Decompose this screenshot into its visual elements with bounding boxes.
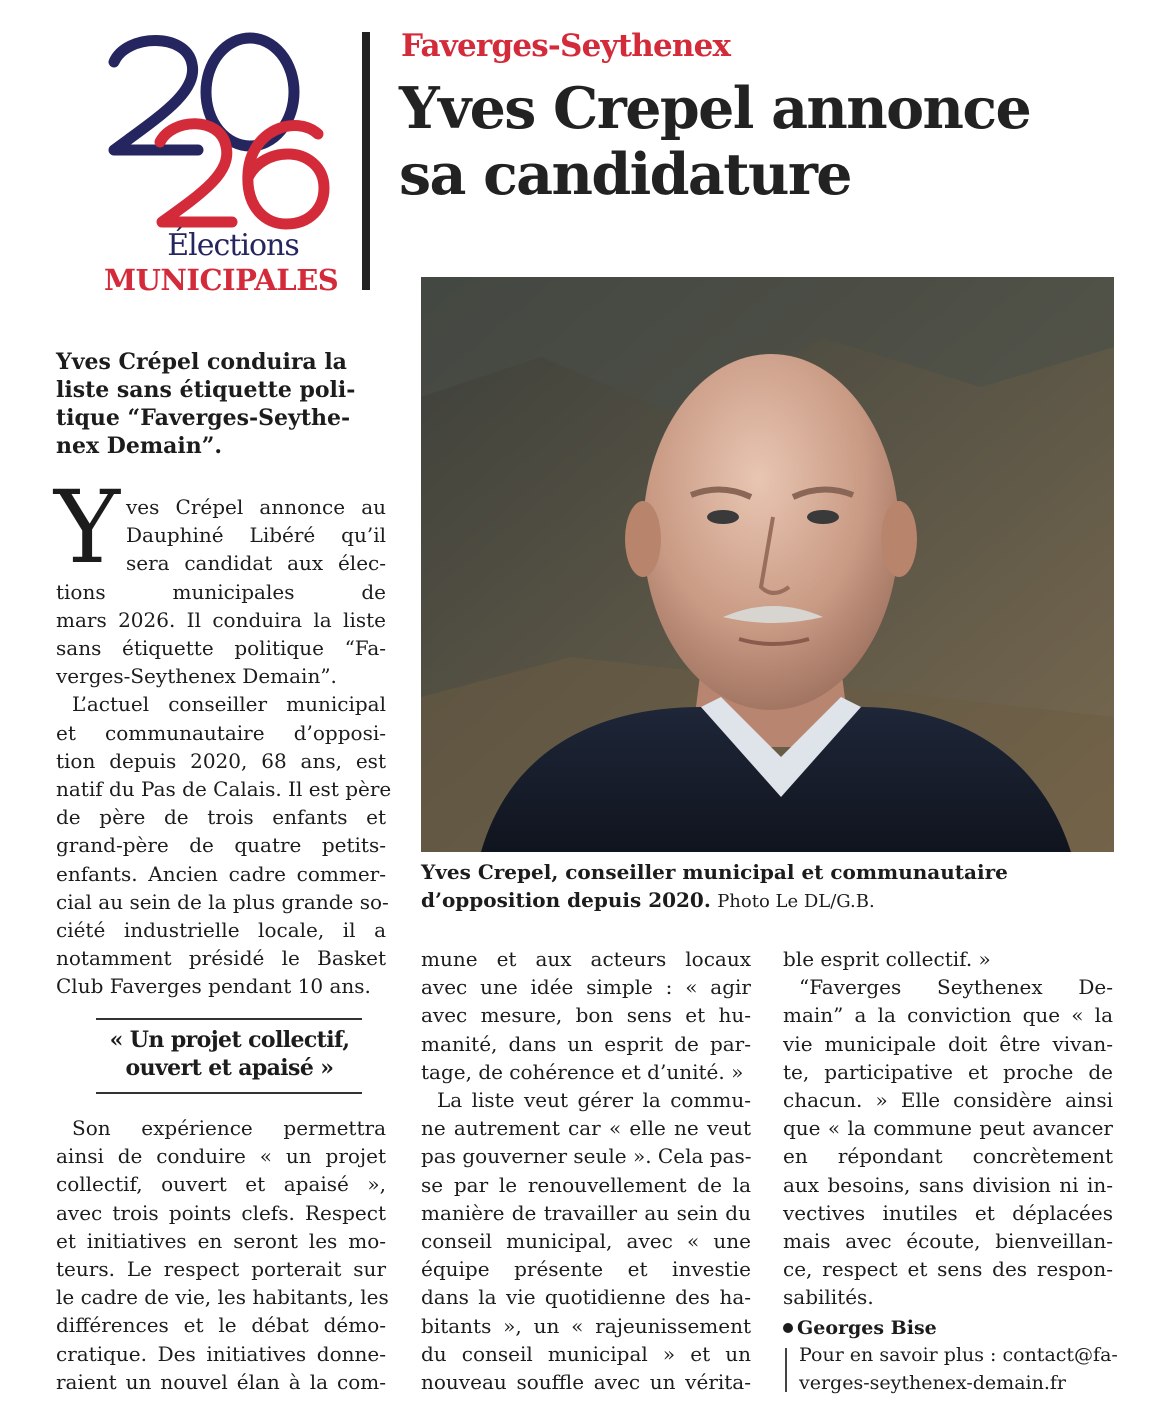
text-line: avec une idée simple : « agir bbox=[421, 975, 751, 1000]
text-line: équipe présente et investie bbox=[421, 1257, 751, 1282]
portrait-photo bbox=[421, 277, 1114, 852]
text-line: et initiatives en seront les mo- bbox=[56, 1228, 386, 1253]
text-line: main” a la conviction que « la bbox=[783, 1003, 1113, 1028]
text-line: mune et aux acteurs locaux bbox=[421, 947, 751, 971]
text-line: et communautaire d’opposi- bbox=[56, 720, 386, 745]
contact-info bbox=[799, 1341, 1119, 1397]
article-column-2 bbox=[421, 945, 751, 1396]
text-line: bitants », un « rajeunissement bbox=[421, 1313, 751, 1338]
drop-cap: Y bbox=[54, 469, 121, 586]
pullquote-rule-bottom bbox=[96, 1092, 362, 1094]
text-line: avec trois points clefs. Respect bbox=[56, 1200, 386, 1225]
text-line: ble esprit collectif. » bbox=[783, 947, 991, 971]
author-name: Georges Bise bbox=[797, 1317, 937, 1339]
text-line: verges-Seythenex Demain”. bbox=[56, 664, 337, 689]
text-line: de père de trois enfants et bbox=[56, 805, 386, 830]
text-line: Son expérience permettra bbox=[72, 1116, 386, 1140]
text-line: tion depuis 2020, 68 ans, est bbox=[56, 748, 386, 773]
text-line: cratique. Des initiatives donne- bbox=[56, 1341, 386, 1366]
text-line: teurs. Le respect porterait sur bbox=[56, 1257, 386, 1282]
logo-elections-text: Élections bbox=[167, 228, 299, 263]
portrait-illustration bbox=[421, 277, 1114, 852]
text-line: pas gouverner seule ». Cela pas- bbox=[421, 1144, 752, 1169]
text-line: mais avec écoute, bienveillan- bbox=[783, 1229, 1113, 1254]
text-line: vie municipale doit être vivan- bbox=[783, 1031, 1113, 1056]
text-line: cial au sein de la plus grande so- bbox=[56, 889, 389, 914]
elections-logo bbox=[100, 30, 340, 295]
text-line: mars 2026. Il conduira la liste bbox=[56, 607, 386, 632]
text-line: aux besoins, sans division ni in- bbox=[783, 1172, 1113, 1197]
contact-line-2: verges-seythenex-demain.fr bbox=[799, 1372, 1066, 1394]
author-signature bbox=[783, 1314, 937, 1342]
text-line: sans étiquette politique “Fa- bbox=[56, 636, 386, 661]
text-line: L’actuel conseiller municipal bbox=[72, 692, 386, 717]
lead-line: tique “Faverges-Seythe- bbox=[56, 405, 351, 431]
article-column-1-bottom bbox=[56, 1114, 389, 1396]
logo-2026-graphic bbox=[100, 30, 340, 230]
contact-line-1: Pour en savoir plus : contact@fa- bbox=[799, 1344, 1118, 1366]
text-line: te, participative et proche de bbox=[783, 1059, 1113, 1084]
text-line: chacun. » Elle considère ainsi bbox=[783, 1088, 1113, 1113]
pullquote-line-2: ouvert et apaisé » bbox=[125, 1055, 334, 1081]
lead-line: nex Demain”. bbox=[56, 433, 223, 459]
photo-caption bbox=[421, 858, 1121, 916]
logo-municipales-text: MUNICIPALES bbox=[104, 263, 339, 297]
text-line: sabilités. bbox=[783, 1285, 874, 1310]
photo-credit: Photo Le DL/G.B. bbox=[717, 891, 875, 912]
text-line: se par le renouvellement de la bbox=[421, 1172, 751, 1197]
text-line: La liste veut gérer la commu- bbox=[437, 1088, 751, 1113]
text-line: vectives inutiles et déplacées bbox=[783, 1200, 1113, 1225]
lead-line: Yves Crépel conduira la bbox=[56, 349, 347, 375]
text-line: “Faverges Seythenex De- bbox=[799, 975, 1113, 1000]
text-line: nouveau souffle avec un vérita- bbox=[421, 1370, 751, 1395]
text-line: ves Crépel annonce au bbox=[126, 495, 386, 519]
lead-line: liste sans étiquette poli- bbox=[56, 377, 356, 403]
article-kicker: Faverges-Seythenex bbox=[401, 28, 731, 64]
text-line: raient un nouvel élan à la com- bbox=[56, 1369, 386, 1394]
text-line: le cadre de vie, les habitants, les bbox=[56, 1285, 389, 1310]
text-line: Dauphiné Libéré qu’il bbox=[126, 523, 386, 548]
caption-text: Yves Crepel, conseiller municipal et communautaire bbox=[421, 860, 1008, 884]
article-column-3 bbox=[783, 945, 1113, 1312]
text-line: que « la commune peut avancer bbox=[783, 1116, 1113, 1141]
text-line: collectif, ouvert et apaisé », bbox=[56, 1172, 386, 1197]
text-line: ainsi de conduire « un projet bbox=[56, 1144, 386, 1169]
text-line: natif du Pas de Calais. Il est père bbox=[56, 777, 392, 802]
header-divider bbox=[362, 32, 370, 290]
text-line: enfants. Ancien cadre commer- bbox=[56, 861, 386, 886]
caption-text-2: d’opposition depuis 2020. bbox=[421, 888, 711, 912]
text-line: manière de travailler au sein du bbox=[421, 1200, 751, 1225]
text-line: conseil municipal, avec « une bbox=[421, 1229, 751, 1254]
text-line: notamment présidé le Basket bbox=[56, 946, 386, 971]
article-column-1-top bbox=[56, 493, 392, 1001]
info-rule bbox=[785, 1348, 787, 1392]
article-headline bbox=[399, 76, 1139, 208]
pullquote-rule-top bbox=[96, 1018, 362, 1020]
text-line: manité, dans un esprit de par- bbox=[421, 1031, 751, 1056]
text-line: grand-père de quatre petits- bbox=[56, 833, 386, 858]
text-line: ciété industrielle locale, il a bbox=[56, 918, 386, 943]
headline-line-1: Yves Crepel annonce bbox=[399, 75, 1031, 142]
text-line: sera candidat aux élec- bbox=[126, 551, 386, 576]
text-line: tage, de cohérence et d’unité. » bbox=[421, 1059, 744, 1084]
text-line: dans la vie quotidienne des ha- bbox=[421, 1285, 751, 1310]
text-line: ne autrement car « elle ne veut bbox=[421, 1116, 751, 1141]
pullquote-line-1: « Un projet collectif, bbox=[109, 1027, 350, 1053]
text-line: en répondant concrètement bbox=[783, 1144, 1113, 1169]
text-line: Club Faverges pendant 10 ans. bbox=[56, 974, 371, 999]
text-line: différences et le débat démo- bbox=[56, 1313, 386, 1338]
text-line: ce, respect et sens des respon- bbox=[783, 1257, 1113, 1282]
pull-quote bbox=[82, 1026, 377, 1082]
article-lead bbox=[56, 348, 376, 460]
text-line: avec mesure, bon sens et hu- bbox=[421, 1003, 751, 1028]
text-line: tions municipales de bbox=[56, 579, 386, 604]
text-line: du conseil municipal » et un bbox=[421, 1341, 751, 1366]
headline-line-2: sa candidature bbox=[399, 141, 851, 208]
bullet-icon bbox=[783, 1323, 793, 1333]
